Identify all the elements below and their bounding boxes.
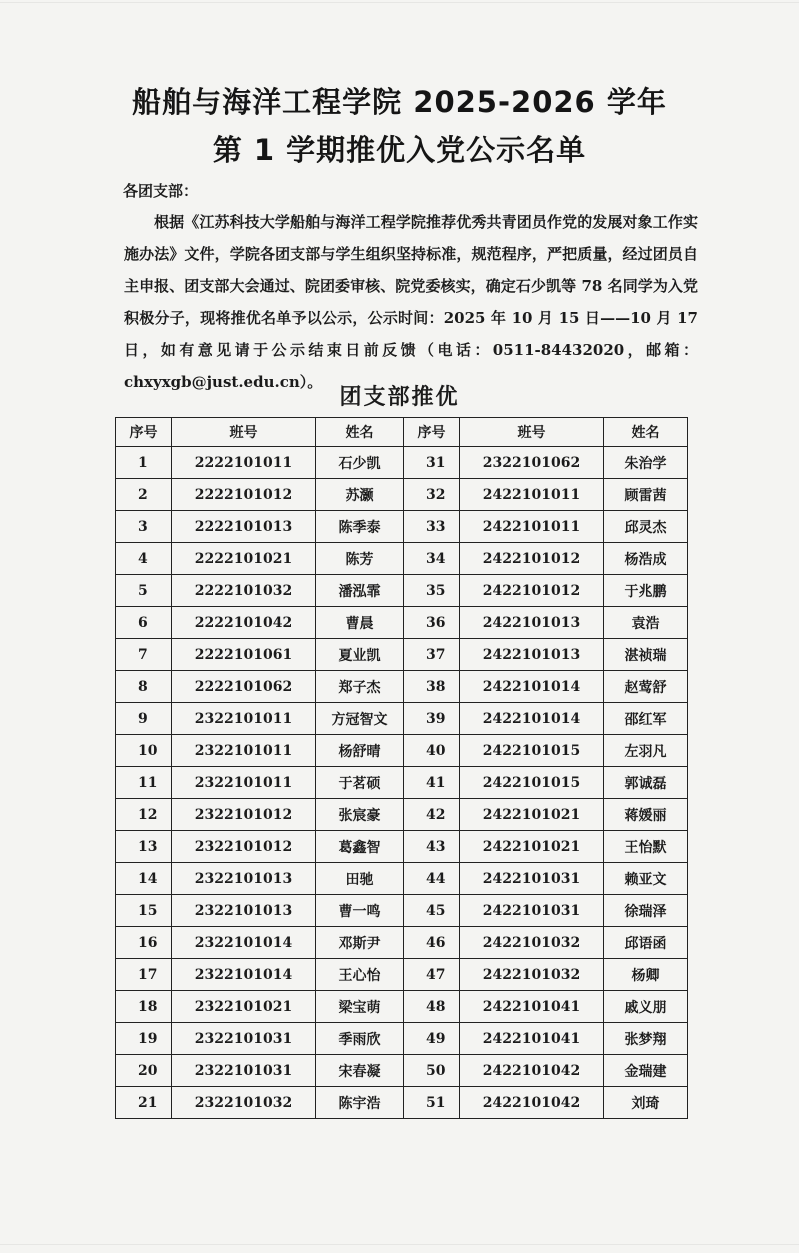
cell-class-number: 2422101032 (460, 959, 604, 991)
cell-index: 2 (116, 479, 172, 511)
cell-index: 34 (404, 543, 460, 575)
cell-index: 14 (116, 863, 172, 895)
header-name-right: 姓名 (604, 418, 688, 447)
cell-class-number: 2322101062 (460, 447, 604, 479)
cell-name: 夏业凯 (316, 639, 404, 671)
cell-index: 35 (404, 575, 460, 607)
cell-index: 18 (116, 991, 172, 1023)
cell-class-number: 2422101012 (460, 543, 604, 575)
cell-index: 50 (404, 1055, 460, 1087)
cell-class-number: 2222101061 (172, 639, 316, 671)
cell-name: 于茗硕 (316, 767, 404, 799)
table-row (116, 575, 688, 607)
cell-class-number: 2322101011 (172, 703, 316, 735)
cell-index: 16 (116, 927, 172, 959)
cell-class-number: 2322101011 (172, 735, 316, 767)
cell-class-number: 2322101031 (172, 1023, 316, 1055)
cell-class-number: 2322101011 (172, 767, 316, 799)
cell-class-number: 2322101013 (172, 863, 316, 895)
cell-index: 7 (116, 639, 172, 671)
cell-class-number: 2322101014 (172, 927, 316, 959)
cell-name: 蒋媛丽 (604, 799, 688, 831)
cell-name: 宋春凝 (316, 1055, 404, 1087)
cell-name: 邱语函 (604, 927, 688, 959)
cell-name: 王心怡 (316, 959, 404, 991)
cell-index: 46 (404, 927, 460, 959)
cell-name: 刘琦 (604, 1087, 688, 1119)
cell-index: 19 (116, 1023, 172, 1055)
cell-class-number: 2422101014 (460, 703, 604, 735)
cell-index: 39 (404, 703, 460, 735)
table-header-row (116, 418, 688, 447)
cell-name: 曹一鸣 (316, 895, 404, 927)
cell-name: 杨卿 (604, 959, 688, 991)
cell-class-number: 2422101015 (460, 767, 604, 799)
cell-class-number: 2422101031 (460, 863, 604, 895)
cell-class-number: 2322101013 (172, 895, 316, 927)
cell-index: 10 (116, 735, 172, 767)
cell-class-number: 2422101012 (460, 575, 604, 607)
cell-class-number: 2222101032 (172, 575, 316, 607)
cell-name: 田驰 (316, 863, 404, 895)
cell-class-number: 2422101021 (460, 799, 604, 831)
cell-class-number: 2422101011 (460, 479, 604, 511)
table-row (116, 1023, 688, 1055)
table-body (116, 447, 688, 1119)
cell-name: 曹晨 (316, 607, 404, 639)
cell-name: 邱灵杰 (604, 511, 688, 543)
cell-index: 47 (404, 959, 460, 991)
cell-name: 季雨欣 (316, 1023, 404, 1055)
cell-name: 湛祯瑞 (604, 639, 688, 671)
notice-body: 根据《江苏科技大学船舶与海洋工程学院推荐优秀共青团员作党的发展对象工作实施办法》文件，学院各团支部与学生组织坚持标准，规范程序，严把质量，经过团员自主申报、团支部大会通过、院团委审核、院党委核实，确定石少凯等 78 名同学为入党积极分子，现将推优名单予以公示，公示时间：2025 年 10 月 15 日——10 月 17 日，如有意见请于公示结束日前反馈（电话：0511-84432020，邮箱：chxyxgb@just.edu.cn）。 (124, 213, 698, 391)
cell-class-number: 2322101021 (172, 991, 316, 1023)
table-row (116, 479, 688, 511)
cell-index: 40 (404, 735, 460, 767)
table-row (116, 543, 688, 575)
cell-name: 郑子杰 (316, 671, 404, 703)
table-row (116, 703, 688, 735)
scan-edge-bottom (0, 1244, 799, 1245)
cell-class-number: 2322101014 (172, 959, 316, 991)
table-row (116, 447, 688, 479)
salutation: 各团支部： (123, 182, 199, 200)
cell-name: 邵红军 (604, 703, 688, 735)
table-row (116, 607, 688, 639)
cell-class-number: 2322101031 (172, 1055, 316, 1087)
cell-index: 6 (116, 607, 172, 639)
table-row (116, 895, 688, 927)
cell-index: 12 (116, 799, 172, 831)
cell-name: 王怡默 (604, 831, 688, 863)
recommendation-table (115, 417, 688, 1119)
table-row (116, 863, 688, 895)
cell-index: 3 (116, 511, 172, 543)
cell-index: 45 (404, 895, 460, 927)
cell-name: 苏灏 (316, 479, 404, 511)
table-row (116, 767, 688, 799)
title-line-2: 第 1 学期推优入党公示名单 (212, 133, 587, 167)
cell-name: 张宸豪 (316, 799, 404, 831)
header-index-right: 序号 (404, 418, 460, 447)
cell-name: 葛鑫智 (316, 831, 404, 863)
cell-name: 张梦翔 (604, 1023, 688, 1055)
cell-index: 1 (116, 447, 172, 479)
cell-index: 17 (116, 959, 172, 991)
cell-class-number: 2422101021 (460, 831, 604, 863)
cell-name: 赵莺舒 (604, 671, 688, 703)
table-row (116, 1055, 688, 1087)
cell-class-number: 2422101013 (460, 639, 604, 671)
cell-name: 方冠智文 (316, 703, 404, 735)
header-index-left: 序号 (116, 418, 172, 447)
cell-index: 36 (404, 607, 460, 639)
table-row (116, 671, 688, 703)
cell-index: 42 (404, 799, 460, 831)
cell-name: 邓斯尹 (316, 927, 404, 959)
table-row (116, 511, 688, 543)
cell-class-number: 2222101011 (172, 447, 316, 479)
header-class-left: 班号 (172, 418, 316, 447)
cell-index: 13 (116, 831, 172, 863)
cell-index: 51 (404, 1087, 460, 1119)
cell-index: 8 (116, 671, 172, 703)
cell-index: 11 (116, 767, 172, 799)
cell-index: 4 (116, 543, 172, 575)
table-row (116, 735, 688, 767)
cell-class-number: 2222101021 (172, 543, 316, 575)
cell-index: 21 (116, 1087, 172, 1119)
table-row (116, 1087, 688, 1119)
cell-name: 杨浩成 (604, 543, 688, 575)
cell-class-number: 2422101011 (460, 511, 604, 543)
cell-name: 杨舒晴 (316, 735, 404, 767)
cell-index: 43 (404, 831, 460, 863)
table-row (116, 639, 688, 671)
section-title: 团支部推优 (339, 384, 460, 410)
cell-name: 陈季泰 (316, 511, 404, 543)
cell-class-number: 2422101041 (460, 1023, 604, 1055)
table-row (116, 831, 688, 863)
cell-name: 金瑞建 (604, 1055, 688, 1087)
cell-class-number: 2222101062 (172, 671, 316, 703)
cell-class-number: 2422101042 (460, 1087, 604, 1119)
cell-name: 梁宝萌 (316, 991, 404, 1023)
cell-class-number: 2422101031 (460, 895, 604, 927)
cell-name: 于兆鹏 (604, 575, 688, 607)
cell-class-number: 2422101041 (460, 991, 604, 1023)
cell-class-number: 2422101042 (460, 1055, 604, 1087)
cell-index: 44 (404, 863, 460, 895)
table-row (116, 991, 688, 1023)
cell-name: 潘泓霏 (316, 575, 404, 607)
table-row (116, 799, 688, 831)
cell-name: 朱治学 (604, 447, 688, 479)
cell-class-number: 2222101013 (172, 511, 316, 543)
cell-class-number: 2322101032 (172, 1087, 316, 1119)
cell-name: 袁浩 (604, 607, 688, 639)
cell-name: 徐瑞泽 (604, 895, 688, 927)
cell-name: 郭诚磊 (604, 767, 688, 799)
header-name-left: 姓名 (316, 418, 404, 447)
cell-name: 陈宇浩 (316, 1087, 404, 1119)
cell-name: 赖亚文 (604, 863, 688, 895)
cell-index: 20 (116, 1055, 172, 1087)
cell-index: 32 (404, 479, 460, 511)
cell-name: 石少凯 (316, 447, 404, 479)
cell-index: 48 (404, 991, 460, 1023)
cell-index: 37 (404, 639, 460, 671)
cell-class-number: 2422101032 (460, 927, 604, 959)
table-row (116, 959, 688, 991)
cell-class-number: 2222101042 (172, 607, 316, 639)
title-line-1: 船舶与海洋工程学院 2025-2026 学年 (132, 85, 667, 119)
cell-class-number: 2422101013 (460, 607, 604, 639)
scan-edge-top (0, 2, 799, 3)
cell-name: 左羽凡 (604, 735, 688, 767)
cell-name: 顾雷茜 (604, 479, 688, 511)
cell-index: 31 (404, 447, 460, 479)
cell-index: 33 (404, 511, 460, 543)
cell-class-number: 2222101012 (172, 479, 316, 511)
cell-class-number: 2422101014 (460, 671, 604, 703)
cell-index: 38 (404, 671, 460, 703)
cell-name: 陈芳 (316, 543, 404, 575)
cell-index: 5 (116, 575, 172, 607)
cell-index: 49 (404, 1023, 460, 1055)
cell-index: 9 (116, 703, 172, 735)
cell-class-number: 2322101012 (172, 831, 316, 863)
cell-index: 15 (116, 895, 172, 927)
cell-index: 41 (404, 767, 460, 799)
header-class-right: 班号 (460, 418, 604, 447)
cell-class-number: 2322101012 (172, 799, 316, 831)
cell-name: 戚义朋 (604, 991, 688, 1023)
table-row (116, 927, 688, 959)
cell-class-number: 2422101015 (460, 735, 604, 767)
